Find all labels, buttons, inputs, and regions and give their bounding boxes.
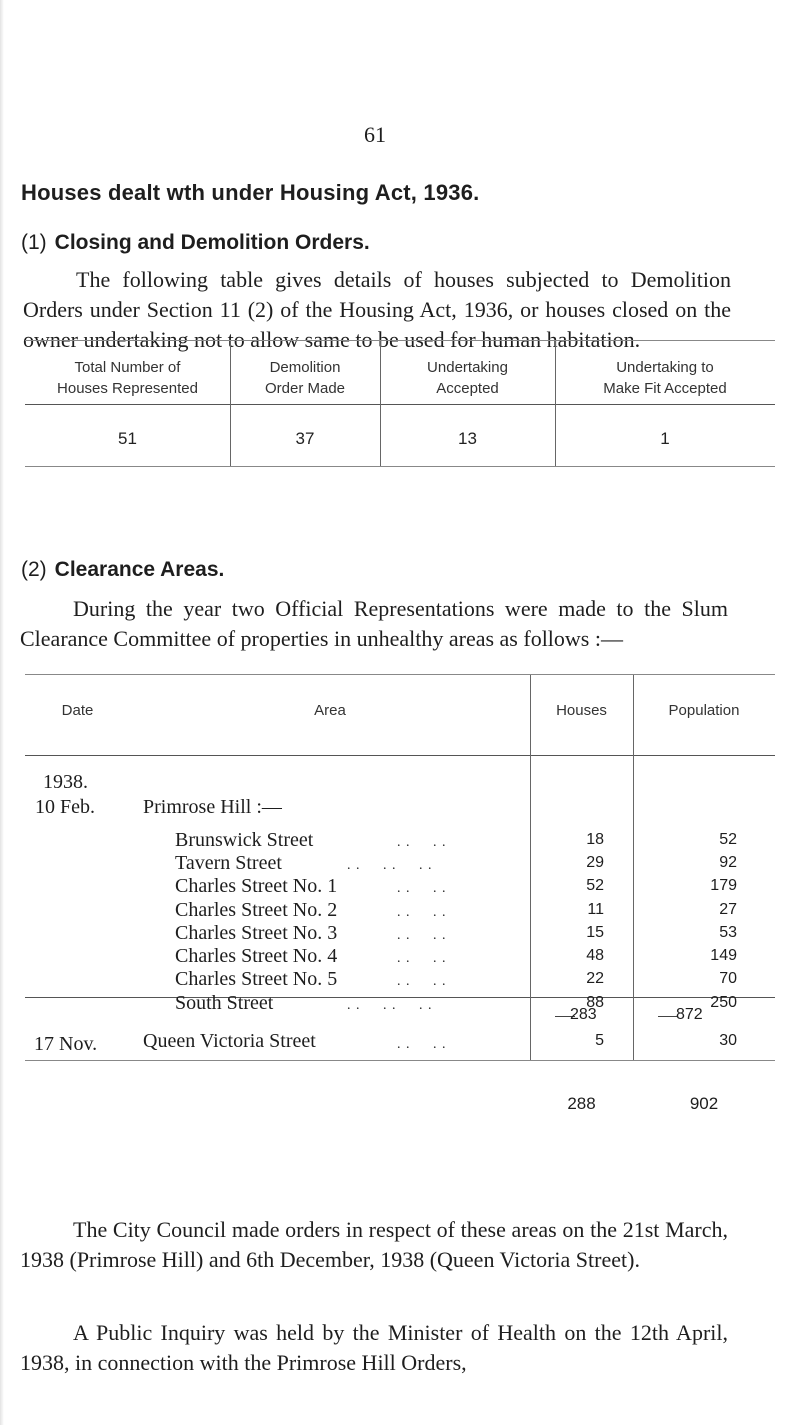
subtotal-population: 872 — [676, 1006, 703, 1023]
leader-dots: . . . . — [397, 928, 447, 943]
section-1-number: (1) — [21, 231, 47, 254]
area-group-1: Primrose Hill :— — [143, 796, 282, 818]
table-row: Charles Street No. 2 — [175, 899, 338, 921]
section-1-title: Closing and Demolition Orders. — [54, 231, 370, 254]
table-header-rule — [25, 755, 775, 756]
subtotal-houses: 283 — [570, 1006, 597, 1023]
houses-cell: 88 — [586, 994, 604, 1011]
leader-dots: . . . . . . — [347, 858, 433, 873]
houses-cell: 48 — [586, 947, 604, 964]
houses-cell: 15 — [586, 924, 604, 941]
population-cell: 250 — [710, 994, 737, 1011]
houses-cell: 22 — [586, 970, 604, 987]
header-population: Population — [668, 702, 740, 719]
houses-cell: 18 — [586, 831, 604, 848]
houses-cell: 52 — [586, 877, 604, 894]
population-cell: 27 — [719, 901, 737, 918]
population-cell: 70 — [719, 970, 737, 987]
value-undertaking-accepted: 13 — [458, 429, 477, 448]
table-row: Charles Street No. 3 — [175, 922, 338, 944]
header-demolition-order: Demolition Order Made — [264, 359, 346, 397]
header-date: Date — [61, 702, 94, 719]
section-1-heading — [21, 231, 370, 255]
area-group-2: Queen Victoria Street — [143, 1030, 316, 1052]
closing-demolition-table — [25, 340, 775, 467]
section-2-heading — [21, 558, 224, 582]
page-edge — [0, 0, 4, 1425]
header-area: Area — [314, 702, 346, 719]
houses-cell: 11 — [587, 901, 604, 918]
public-inquiry-paragraph: A Public Inquiry was held by the Minister of Health on the 12th April, 1938, in connection with the Primrose Hill Orders, — [20, 1320, 728, 1375]
header-total-houses: Total Number of Houses Represented — [57, 359, 198, 397]
date-group-1: 10 Feb. — [35, 796, 95, 818]
section-2-paragraph: During the year two Official Representations were made to the Slum Clearance Committee of properties in unhealthy areas as follows :— — [20, 596, 728, 651]
leader-dots: . . . . — [397, 951, 447, 966]
section-2-number: (2) — [21, 558, 47, 581]
section-1-paragraph: The following table gives details of houses subjected to Demolition Orders under Section 11 (2) of the Housing Act, 1936, or houses closed on the owner undertaking not to allow same to be used for human habitation. — [23, 267, 731, 352]
population-cell: 92 — [719, 854, 737, 871]
table-row: South Street — [175, 992, 274, 1014]
leader-dots: . . . . — [397, 1037, 447, 1052]
table-row: Charles Street No. 4 — [175, 945, 338, 967]
population-cell: 52 — [719, 831, 737, 848]
table-row: Brunswick Street — [175, 829, 314, 851]
page-number: 61 — [364, 122, 386, 147]
houses-cell: 29 — [586, 854, 604, 871]
leader-dots: . . . . — [397, 835, 447, 850]
total-houses: 288 — [567, 1094, 596, 1113]
leader-dots: . . . . — [397, 974, 447, 989]
section-2-title: Clearance Areas. — [54, 558, 225, 581]
population-cell: 179 — [710, 877, 737, 894]
population-cell: 30 — [719, 1032, 737, 1049]
population-cell: 53 — [719, 924, 737, 941]
population-cell: 149 — [710, 947, 737, 964]
table-row: Tavern Street — [175, 852, 282, 874]
leader-dots: . . . . — [397, 905, 447, 920]
value-demolition-order: 37 — [295, 429, 315, 448]
date-group-2: 17 Nov. — [34, 1033, 98, 1055]
page-heading: Houses dealt wth under Housing Act, 1936. — [21, 180, 480, 205]
leader-dots: . . . . — [397, 881, 447, 896]
clearance-areas-table — [25, 674, 775, 1061]
council-orders-paragraph: The City Council made orders in respect of these areas on the 21st March, 1938 (Primrose Hill) and 6th December, 1938 (Queen Victoria Street). — [20, 1217, 728, 1272]
table-row: Charles Street No. 1 — [175, 875, 338, 897]
value-make-fit-accepted: 1 — [660, 429, 670, 448]
header-houses: Houses — [556, 702, 607, 719]
year-label: 1938. — [43, 771, 88, 793]
header-make-fit-accepted: Undertaking to Make Fit Accepted — [603, 359, 727, 397]
table-row: Charles Street No. 5 — [175, 968, 338, 990]
header-undertaking-accepted: Undertaking Accepted — [427, 359, 508, 397]
total-population: 902 — [689, 1094, 719, 1113]
leader-dots: . . . . . . — [347, 998, 433, 1013]
value-total-houses: 51 — [118, 429, 137, 448]
houses-cell: 5 — [595, 1032, 604, 1049]
table-header-rule — [25, 404, 775, 405]
